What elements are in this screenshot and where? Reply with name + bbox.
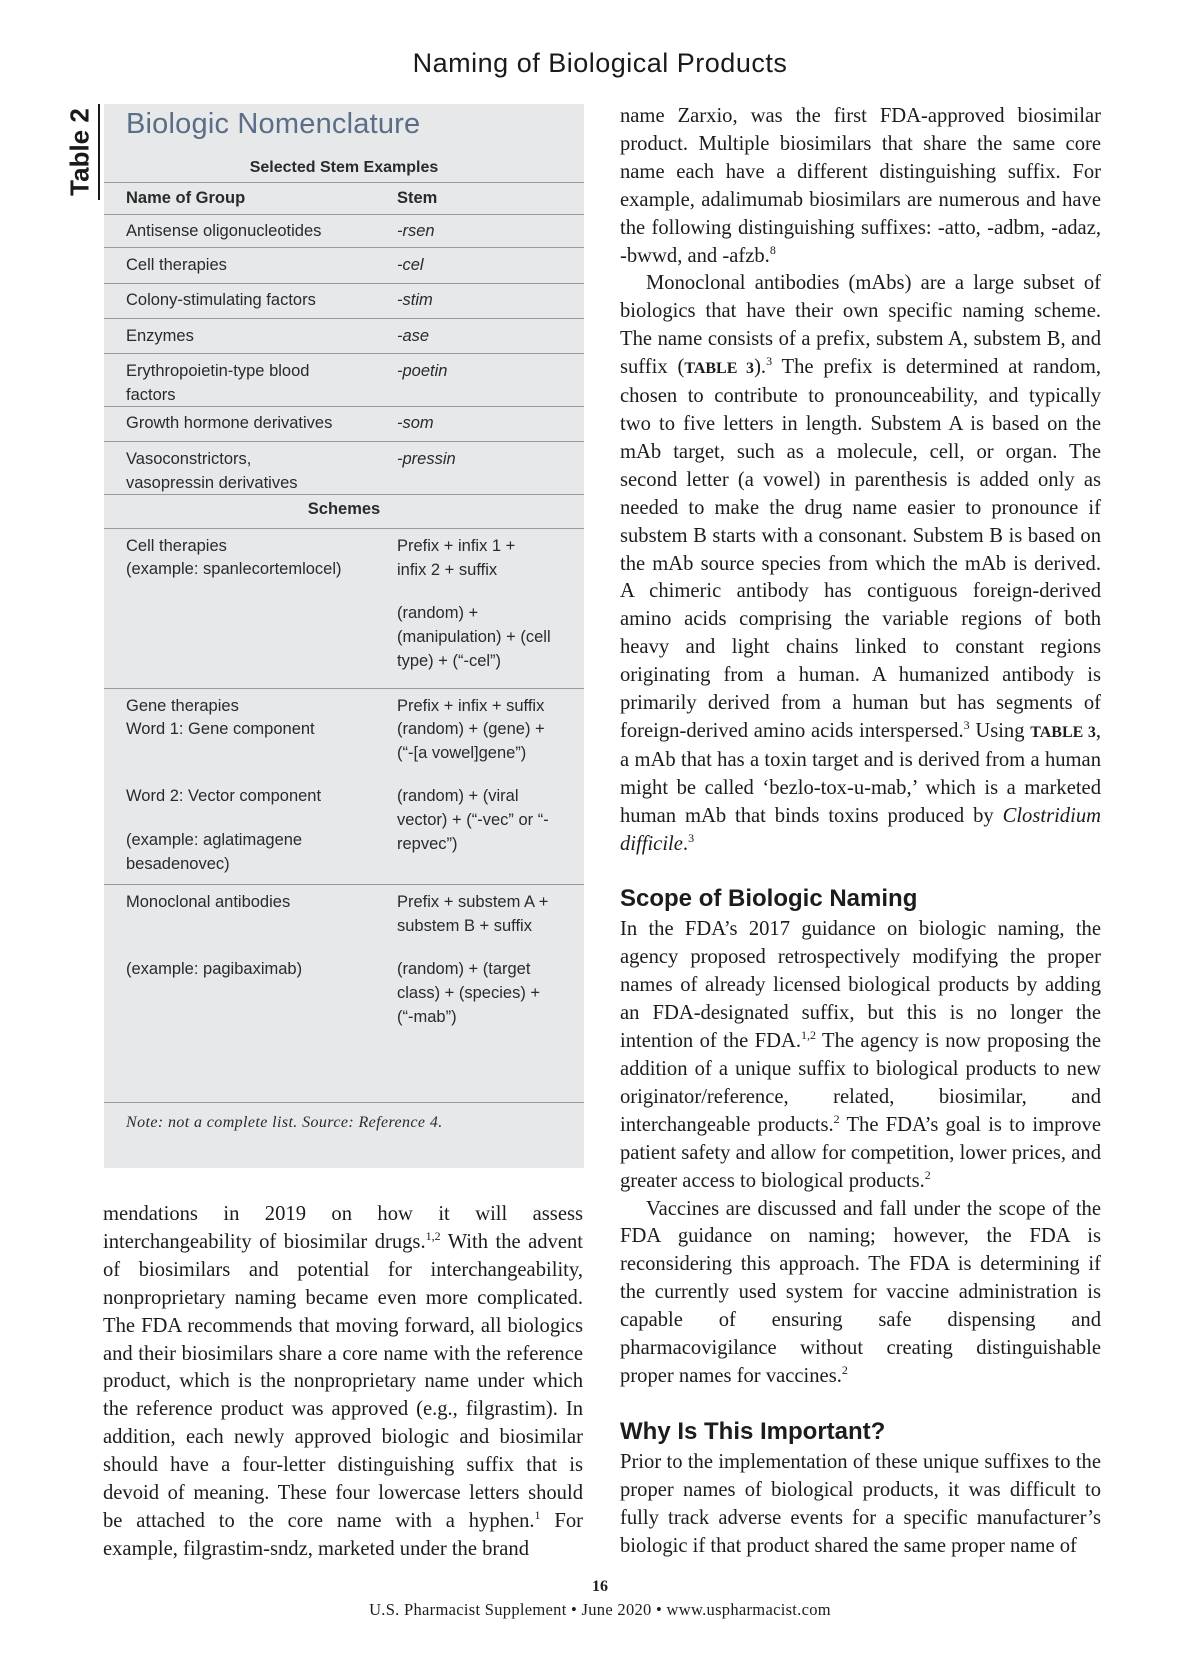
stem-row-stem: -ase [397,327,430,345]
stem-row-group: Cell therapies [126,256,227,274]
table-rule [104,441,584,442]
stem-row-stem: -som [397,414,434,432]
left-column [103,1201,583,1564]
body-paragraph: mendations in 2019 on how it will assess interchangeability of biosimilar drugs.$^{1,2}$ With the advent of biosimilars and potential for interchangeability, nonproprietary naming became even more complicated. The FDA recommends that moving forward, all biologics and their biosimilars share a core name with the reference product, which is the nonproprietary name under which the reference product was approved (e.g., filgrastim). In addition, each newly approved biologic and biosimilar should have a four-letter distinguishing suffix that is devoid of meaning. These four lowercase letters should be attached to the core name with a hyphen.$^1$ For example, filgrastim-sndz, marketed under the brand [103,1203,583,1560]
stem-row-group: Growth hormone derivatives [126,414,333,432]
page-number: 16 [592,1578,608,1595]
table-rule [104,182,584,183]
scheme-mab-example: (example: pagibaximab) [126,960,303,978]
scheme-cell-formula: Prefix + infix 1 + infix 2 + suffix [397,537,516,579]
page-footer: U.S. Pharmacist Supplement • June 2020 • www.uspharmacist.com [369,1600,831,1619]
running-head: Naming of Biological Products [412,48,788,78]
table-rule [104,247,584,248]
scheme-cell-detail: (random) + (manipulation) + (cell type) + (“-cel”) [397,604,551,670]
table-3-reference: TABLE 3 [684,360,755,378]
header-group: Name of Group [126,189,246,207]
scheme-mab-formula: Prefix + substem A + substem B + suffix [397,893,549,935]
organism-name: Clostridium difficile [620,804,1101,855]
stem-row-stem: -pressin [397,450,456,468]
table-subtitle: Selected Stem Examples [249,159,439,176]
stem-row-stem: -stim [397,291,433,309]
table-rule [104,1102,584,1103]
table-rule [104,688,584,689]
scheme-mab-name: Monoclonal antibodies [126,893,291,911]
body-paragraph: Prior to the implementation of these unique suffixes to the proper names of biological products, it was difficult to fully track adverse events for a specific manufacturer’s biologic if that product shared the same proper name of [620,1450,1101,1557]
table-rule [104,528,584,529]
nomenclature-table [104,104,584,1168]
section-heading-scope: Scope of Biologic Naming [620,885,918,913]
table-rule [104,494,584,495]
body-paragraph: In the FDA’s 2017 guidance on biologic naming, the agency proposed retrospectively modifying the proper names of already licensed biological products by adding an FDA-designated suffix, but this is no longer the intention of the FDA.$^{1,2}$ The agency is now proposing the addition of a unique suffix to biological products to new originator/reference, related, biosimilar, and interchangeable products.$^2$ The FDA’s goal is to improve patient safety and allow for competition, lower prices, and greater access to biological products.$^2$ [620,918,1101,1192]
stem-row-group: Antisense oligonucleotides [126,222,322,240]
stem-row-group: Colony-stimulating factors [126,291,316,309]
scheme-mab-detail: (random) + (target class) + (species) + (“-mab”) [397,960,541,1026]
header-stem: Stem [397,189,438,207]
table-3-reference: TABLE 3 [1030,723,1096,741]
stem-row-stem: -poetin [397,362,448,380]
table-rule [104,283,584,284]
stem-row-group: Enzymes [126,327,194,345]
scheme-gene-detail2: (random) + (viral vector) + (“-vec” or “-repvec”) [397,787,549,853]
body-paragraph: Vaccines are discussed and fall under the scope of the FDA guidance on naming; however, the FDA is reconsidering this approach. The FDA is determining if the currently used system for vaccine administration is capable of ensuring safe dispensing and pharmacovigilance without creating distinguishable proper names for vaccines.$^2$ [620,1197,1101,1387]
body-paragraph: name Zarxio, was the first FDA-approved biosimilar product. Multiple biosimilars that share the same core name each have a different distinguishing suffix. For example, adalimumab biosimilars are numerous and have the following distinguishing suffixes: -atto, -adbm, -adaz, -bwwd, and -afzb.$^8$ [620,105,1101,267]
stem-row-stem: -rsen [397,222,435,240]
table-rule [104,318,584,319]
scheme-cell-example: (example: spanlecortemlocel) [126,560,342,578]
stem-row-stem: -cel [397,256,424,274]
table-rule [104,353,584,354]
stem-row-group: Vasoconstrictors, vasopressin derivatives [126,450,298,492]
table-rule [104,884,584,885]
scheme-gene-word2: Word 2: Vector component [126,787,322,805]
scheme-gene-formula: Prefix + infix + suffix [397,697,545,715]
scheme-cell-name: Cell therapies [126,537,227,555]
table-rule [104,406,584,407]
schemes-heading: Schemes [307,500,381,518]
right-column [620,103,1101,1561]
section-heading-why: Why Is This Important? [620,1417,886,1445]
stem-row-group: Erythropoietin-type blood factors [126,362,310,404]
table-title: Biologic Nomenclature [126,108,421,140]
table-rule [104,214,584,215]
scheme-gene-example: (example: aglatimagene besadenovec) [126,831,303,873]
table-tab-label: Table 2 [64,108,95,196]
body-paragraph: Monoclonal antibodies (mAbs) are a large subset of biologics that have their own specific naming scheme. The name consists of a prefix, substem A, substem B, and suffix (TABLE 3).$^3$ The prefix is determined at random, chosen to contribute to pronounceability, and typically two to five letters in length. Substem A is based on the mAb target, such as a molecule, cell, or organ. The second letter (a vowel) in parenthesis is added only as needed to make the drug name easier to pronounce if substem B starts with a consonant. Substem B is based on the mAb source species from which the mAb is derived. A chimeric antibody has contiguous foreign-derived amino acids comprising the variable regions of both heavy and light chains linked to constant regions originating from a human. A humanized antibody is primarily derived from a human but has segments of foreign-derived amino acids interspersed.$^3$ Using TABLE 3, a mAb that has a toxin target and is derived from a human might be called ‘bezlo-tox-u-mab,’ which is a marketed human mAb that binds toxins produced by Clostridium difficile.$^3$ [620,272,1101,855]
table-note: Note: not a complete list. Source: Reference 4. [126,1114,443,1131]
scheme-gene-name: Gene therapies [126,697,239,715]
scheme-gene-word1: Word 1: Gene component [126,720,315,738]
table-tab [62,104,100,200]
scheme-gene-detail1: (random) + (gene) + (“-[a vowel]gene”) [397,720,545,762]
